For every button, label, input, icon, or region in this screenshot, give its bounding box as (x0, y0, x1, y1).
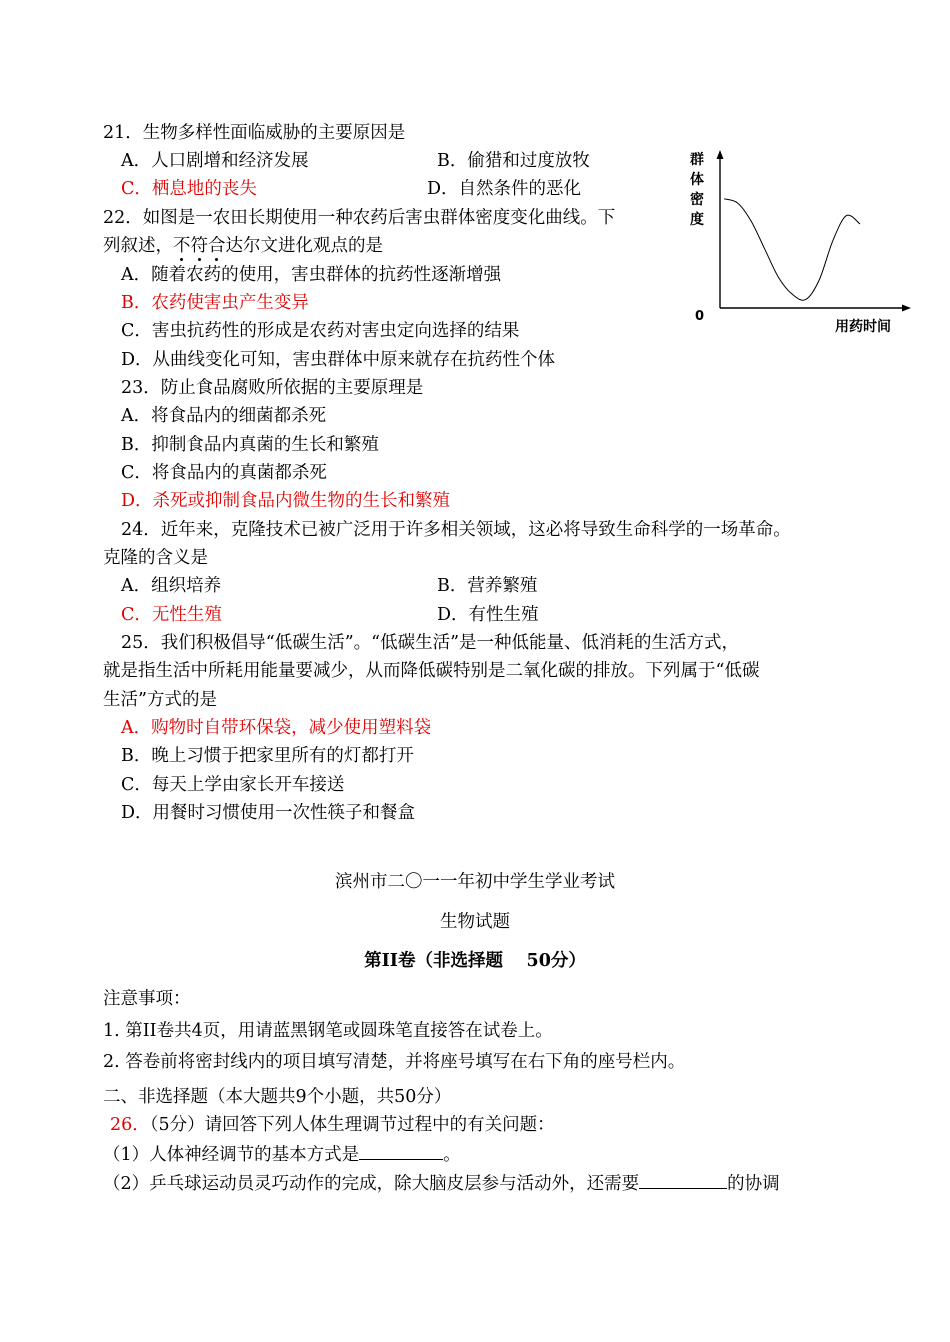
note-2: 2. 答卷前将密封线内的项目填写清楚，并将座号填写在右下角的座号栏内。 (103, 1052, 686, 1072)
notes-heading: 注意事项： (103, 989, 191, 1009)
origin-label: 0 (695, 309, 705, 324)
q26-stem: （5分）请回答下列人体生理调节过程中的有关问题： (149, 1115, 555, 1135)
q23-option-d-answer: D．杀死或抑制食品内微生物的生长和繁殖 (121, 491, 451, 511)
q26-sub1 (103, 1139, 461, 1169)
q23-option-b: B．抑制食品内真菌的生长和繁殖 (121, 435, 379, 455)
note-1: 1. 第II卷共4页，用请蓝黑钢笔或圆珠笔直接答在试卷上。 (103, 1021, 553, 1041)
q22-option-c: C．害虫抗药性的形成是农药对害虫定向选择的结果 (121, 321, 520, 341)
q24-stem-line1: 24．近年来，克隆技术已被广泛用于许多相关领域，这必将导致生命科学的一场革命。 (121, 520, 791, 540)
y-axis-arrow (717, 150, 724, 159)
q22-stem-line2 (103, 232, 383, 260)
q22-stem-line1: 22．如图是一农田长期使用一种农药后害虫群体密度变化曲线。下 (103, 208, 616, 228)
q25-option-b: B．晚上习惯于把家里所有的灯都打开 (121, 746, 414, 766)
y-label-char-3: 密 (690, 192, 704, 208)
q21-option-d: D．自然条件的恶化 (427, 179, 582, 199)
q23-option-a: A．将食品内的细菌都杀死 (121, 406, 327, 426)
q22-stem-pre: 列叙述， (103, 236, 173, 256)
q23-option-c: C．将食品内的真菌都杀死 (121, 463, 327, 483)
q24-option-d: D．有性生殖 (437, 605, 539, 625)
q24-option-a: A．组织培养 (121, 576, 222, 596)
exam-subtitle: 生物试题 (440, 912, 510, 932)
q25-stem-line1: 25．我们积极倡导“低碳生活”。“低碳生活”是一种低能量、低消耗的生活方式， (121, 633, 740, 653)
q24-option-b: B．营养繁殖 (437, 576, 538, 596)
section-title: 第II卷（非选择题 50分） (364, 951, 586, 971)
y-label-char-2: 体 (690, 172, 704, 188)
y-label-char-4: 度 (690, 212, 704, 228)
answer-blank-2[interactable] (639, 1168, 727, 1189)
q25-option-a-answer: A．购物时自带环保袋，减少使用塑料袋 (121, 718, 432, 738)
q25-stem-line2: 就是指生活中所耗用能量要减少，从而降低碳特别是二氧化碳的排放。下列属于“低碳 (103, 661, 760, 681)
section-heading: 二、非选择题（本大题共9个小题，共50分） (103, 1087, 452, 1107)
q24-stem-line2: 克隆的含义是 (103, 548, 208, 568)
q26-sub2-end: 的协调 (727, 1174, 780, 1194)
q26-sub2-text: （2）乒乓球运动员灵巧动作的完成，除大脑皮层参与活动外，还需要 (103, 1174, 640, 1194)
answer-blank-1[interactable] (359, 1139, 443, 1160)
q22-option-a: A．随着农药的使用，害虫群体的抗药性逐渐增强 (121, 265, 502, 285)
density-curve (724, 199, 860, 300)
q22-option-b-answer: B．农药使害虫产生变异 (121, 293, 309, 313)
q22-option-d: D．从曲线变化可知，害虫群体中原来就存在抗药性个体 (121, 350, 556, 370)
q22-stem-post: 达尔文进化观点的是 (225, 236, 383, 256)
q21-stem: 21．生物多样性面临威胁的主要原因是 (103, 123, 406, 143)
x-axis-arrow (902, 305, 911, 312)
exam-title: 滨州市二〇一一年初中学生学业考试 (335, 872, 615, 892)
q25-stem-line3: 生活”方式的是 (103, 690, 217, 710)
q25-option-d: D．用餐时习惯使用一次性筷子和餐盒 (121, 803, 416, 823)
x-axis-label: 用药时间 (835, 319, 891, 335)
q25-option-c: C．每天上学由家长开车接送 (121, 775, 345, 795)
q24-option-c-answer: C．无性生殖 (121, 605, 222, 625)
q26-sub2 (103, 1168, 780, 1198)
q26-number: 26． (110, 1115, 150, 1135)
q21-option-b: B．偷猎和过度放牧 (437, 151, 590, 171)
pest-density-chart (690, 148, 915, 343)
emphasis-char-3: 合 (208, 236, 226, 256)
emphasis-char-1: 不 (173, 236, 191, 256)
emphasis-char-2: 符 (190, 236, 208, 256)
q26-sub1-end: 。 (443, 1145, 461, 1165)
q21-option-a: A．人口剧增和经济发展 (121, 151, 309, 171)
y-label-char-1: 群 (690, 152, 704, 168)
q26-sub1-text: （1）人体神经调节的基本方式是 (103, 1145, 360, 1165)
q21-option-c-answer: C．栖息地的丧失 (121, 179, 257, 199)
q23-stem: 23．防止食品腐败所依据的主要原理是 (121, 378, 424, 398)
q26-line (110, 1111, 555, 1139)
